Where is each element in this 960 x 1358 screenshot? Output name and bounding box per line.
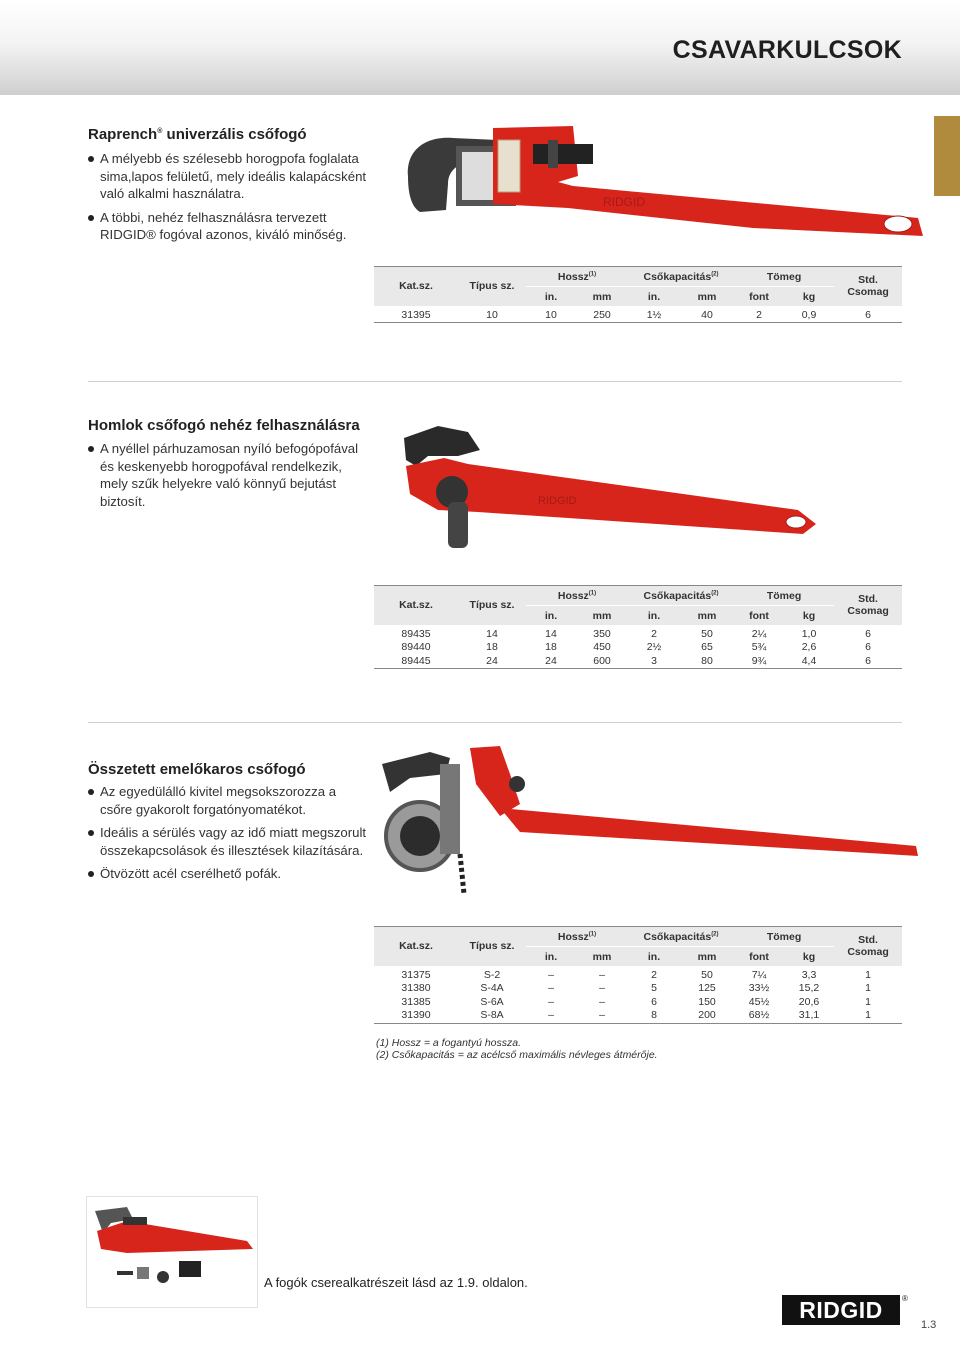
table-row: 89440 18 18 450 2½ 65 5¾ 2,6 6	[401, 641, 871, 654]
chapter-tab	[934, 116, 960, 196]
bullet-list	[88, 150, 373, 250]
bullet-item: A mélyebb és szélesebb horogpofa foglalata sima,lapos felületű, mely ideális kalapácsként való alkalmi használatra.	[88, 150, 373, 203]
col-csokap: Csőkapacitás$^{(2)}$	[628, 586, 734, 606]
bullet-item: A többi, nehéz felhasználásra tervezett RIDGID® fogóval azonos, kiváló minőség.	[88, 209, 373, 244]
unit-mm: mm	[576, 947, 628, 967]
unit-mm: mm	[680, 606, 734, 626]
col-katsz: Kat.sz.	[374, 267, 458, 307]
col-tomeg: Tömeg	[734, 267, 834, 287]
table-row: 89445 24 24 600 3 80 9¾ 4,4 6	[401, 654, 871, 667]
col-hossz: Hossz$^{(1)}$	[526, 267, 628, 287]
svg-text:RIDGID: RIDGID	[603, 195, 645, 209]
bullet-item: Ötvözött acél cserélhető pofák.	[88, 865, 368, 883]
bullet-item: Ideális a sérülés vagy az idő miatt megszorult összekapcsolások és illesztések kilazítására.	[88, 824, 368, 859]
bullet-item: Az egyedülálló kivitel megsokszorozza a csőre gyakorolt forgatónyomatékot.	[88, 783, 368, 818]
table-row: 31375 S-2 – – 2 50 7¼ 3,3 1	[401, 968, 871, 981]
col-std: Std. Csomag	[834, 927, 902, 967]
unit-kg: kg	[784, 287, 834, 307]
col-katsz: Kat.sz.	[374, 927, 458, 967]
footnote-1: (1) Hossz = a fogantyú hossza.	[376, 1037, 522, 1049]
unit-mm: mm	[576, 287, 628, 307]
unit-font: font	[734, 606, 784, 626]
spare-parts-photo	[86, 1196, 258, 1308]
bullet-list	[88, 783, 368, 889]
compound-leverage-wrench-photo	[380, 744, 920, 904]
section-divider	[88, 381, 902, 382]
unit-in: in.	[526, 947, 576, 967]
col-tipus: Típus sz.	[458, 586, 526, 626]
spec-table-1	[374, 266, 902, 323]
footnote-2: (2) Csőkapacitás = az acélcső maximális névleges átmérője.	[376, 1049, 658, 1061]
spare-parts-reference: A fogók cserealkatrészeit lásd az 1.9. oldalon.	[264, 1275, 528, 1290]
spare-parts-illustration	[87, 1197, 257, 1307]
spec-table-2	[374, 585, 902, 669]
page-number: 1.3	[921, 1319, 937, 1331]
spec-table-3	[374, 926, 902, 1024]
col-csokap: Csőkapacitás$^{(2)}$	[628, 267, 734, 287]
unit-in: in.	[628, 606, 680, 626]
svg-text:RIDGID: RIDGID	[538, 495, 577, 507]
bullet-list	[88, 440, 368, 516]
section-divider	[88, 722, 902, 723]
col-csokap: Csőkapacitás$^{(2)}$	[628, 927, 734, 947]
unit-kg: kg	[784, 947, 834, 967]
section-title-end-wrench: Homlok csőfogó nehéz felhasználásra	[88, 417, 360, 434]
red-pipe-wrench-photo	[398, 118, 918, 248]
table-row: 31380 S-4A – – 5 125 33½ 15,2 1	[401, 982, 871, 995]
table-row: 31395 10 10 250 1½ 40 2 0,9 6	[401, 308, 871, 321]
col-tipus: Típus sz.	[458, 267, 526, 307]
unit-mm: mm	[576, 606, 628, 626]
section-title-raprench: Raprench® univerzális csőfogó	[88, 126, 307, 143]
page-title: CSAVARKULCSOK	[672, 36, 902, 64]
bullet-item: A nyéllel párhuzamosan nyíló befogópofával és keskenyebb horogpofával rendelkezik, mely szűk helyekre való könnyű bejutást biztosít.	[88, 440, 368, 510]
section-title-compound-wrench: Összetett emelőkaros csőfogó	[88, 761, 306, 778]
col-std: Std. Csomag	[834, 586, 902, 626]
col-tipus: Típus sz.	[458, 927, 526, 967]
unit-in: in.	[526, 606, 576, 626]
col-hossz: Hossz$^{(1)}$	[526, 927, 628, 947]
unit-mm: mm	[680, 287, 734, 307]
end-pipe-wrench-photo	[398, 420, 818, 560]
ridgid-logo: RIDGID	[782, 1295, 900, 1325]
table-row: 31390 S-8A – – 8 200 68½ 31,1 1	[401, 1009, 871, 1022]
footnotes	[376, 1037, 658, 1061]
unit-mm: mm	[680, 947, 734, 967]
col-hossz: Hossz$^{(1)}$	[526, 586, 628, 606]
unit-font: font	[734, 287, 784, 307]
unit-in: in.	[628, 947, 680, 967]
table-row: 89435 14 14 350 2 50 2¼ 1,0 6	[401, 627, 871, 640]
registered-mark: ®	[902, 1294, 908, 1303]
unit-in: in.	[628, 287, 680, 307]
col-katsz: Kat.sz.	[374, 586, 458, 626]
col-tomeg: Tömeg	[734, 586, 834, 606]
unit-font: font	[734, 947, 784, 967]
col-tomeg: Tömeg	[734, 927, 834, 947]
col-std: Std. Csomag	[834, 267, 902, 307]
unit-in: in.	[526, 287, 576, 307]
unit-kg: kg	[784, 606, 834, 626]
table-row: 31385 S-6A – – 6 150 45½ 20,6 1	[401, 995, 871, 1008]
